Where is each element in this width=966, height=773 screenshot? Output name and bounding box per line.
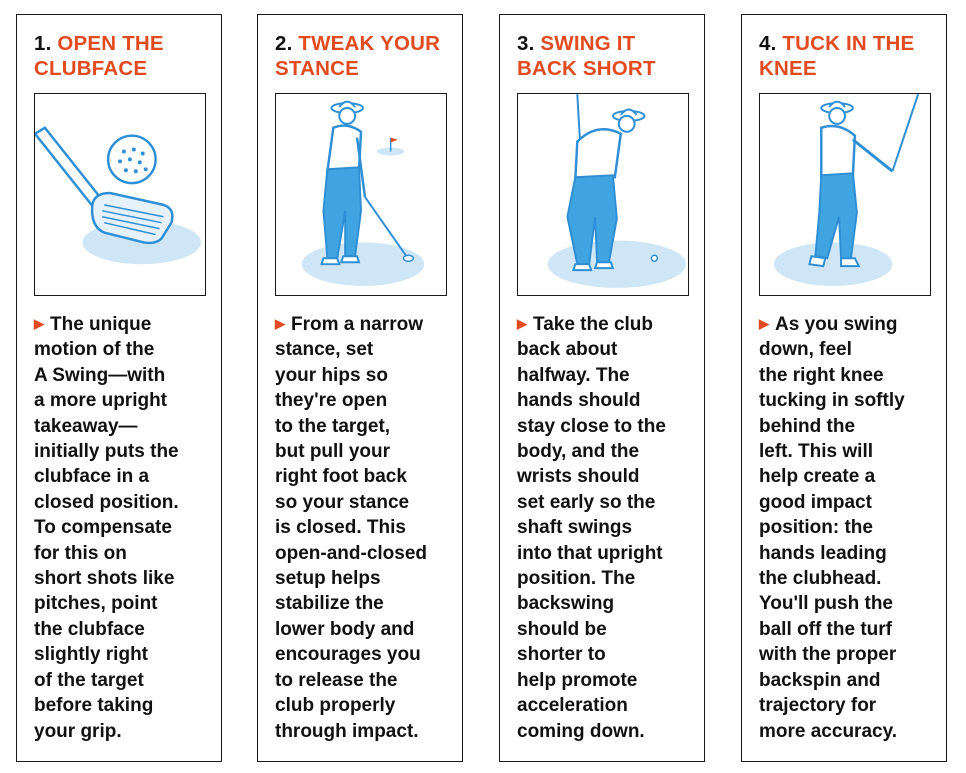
- bullet-arrow-icon: ▶: [275, 316, 285, 331]
- step-panel-1: [16, 14, 222, 762]
- step-heading: [275, 31, 455, 81]
- step-title: TUCK IN THE KNEE: [759, 32, 915, 80]
- step-number: 3.: [517, 32, 535, 55]
- step-text: ▶ Take the club back about halfway. The hands should stay close to the body, and the wrists should set early so the shaft swings into that upright position. The backswing should be shorter to help promote acceleration coming down.: [517, 314, 666, 742]
- golfer-backswing-illustration: [517, 93, 689, 296]
- step-heading: [759, 31, 939, 81]
- step-title: SWING IT BACK SHORT: [517, 32, 656, 80]
- step-title: OPEN THE CLUBFACE: [34, 32, 164, 80]
- golfer-address-illustration: [275, 93, 447, 296]
- bullet-arrow-icon: ▶: [34, 316, 44, 331]
- step-panel-3: [499, 14, 705, 762]
- step-number: 1.: [34, 32, 52, 55]
- bullet-arrow-icon: ▶: [517, 316, 527, 331]
- clubface-ball-illustration: [34, 93, 206, 296]
- step-heading: [34, 31, 214, 81]
- step-text: ▶ As you swing down, feel the right knee tucking in softly behind the left. This will help create a good impact position: the hands leading the clubhead. You'll push the ball off the turf with the proper backspin and trajectory for more accuracy.: [759, 314, 905, 742]
- step-text: ▶ The unique motion of the A Swing—with a more upright takeaway— initially puts the clubface in a closed position. To compensate for this on short shots like pitches, point the clubface slightly right of the target before taking your grip.: [34, 314, 179, 742]
- step-number: 4.: [759, 32, 777, 55]
- golfer-followthrough-illustration: [759, 93, 931, 296]
- bullet-arrow-icon: ▶: [759, 316, 769, 331]
- step-heading: [517, 31, 697, 81]
- step-number: 2.: [275, 32, 293, 55]
- step-panel-2: [257, 14, 463, 762]
- step-panel-4: [741, 14, 947, 762]
- step-text: ▶ From a narrow stance, set your hips so they're open to the target, but pull your right foot back so your stance is closed. This open-and-closed setup helps stabilize the lower body and encourages you to release the club properly through impact.: [275, 314, 428, 742]
- step-title: TWEAK YOUR STANCE: [275, 32, 441, 80]
